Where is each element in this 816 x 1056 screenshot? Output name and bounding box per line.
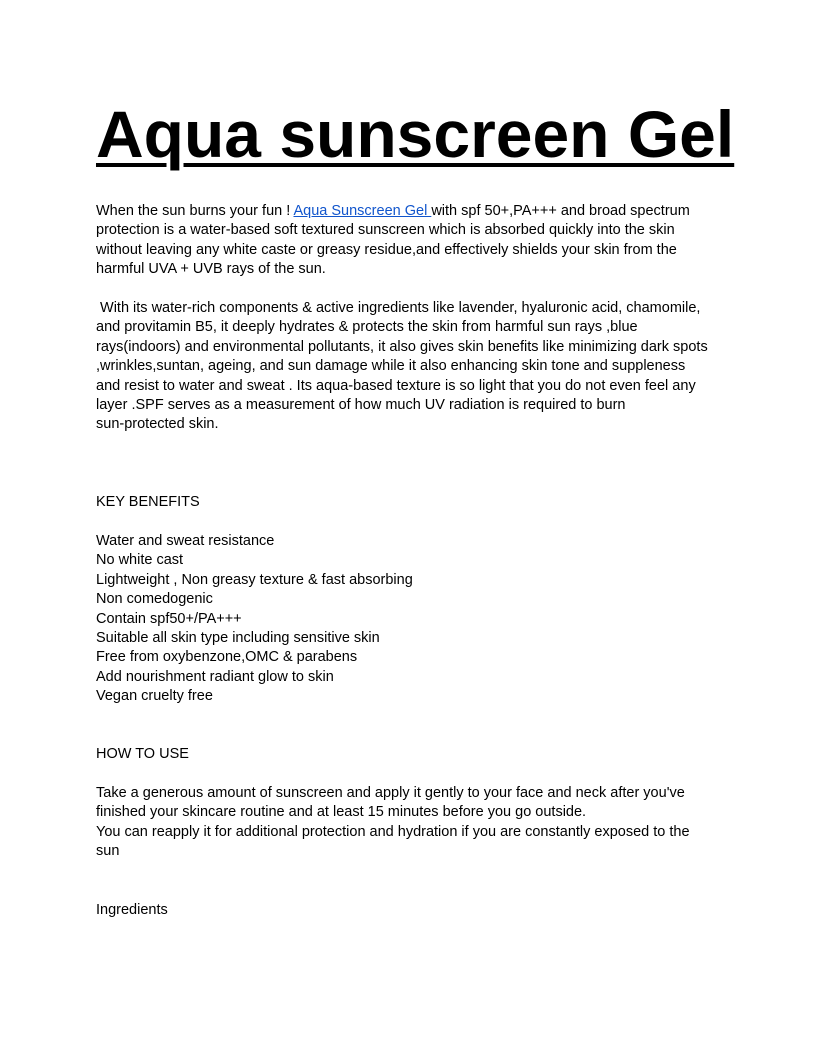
- intro-paragraph: [96, 202, 690, 280]
- intro-line-1: [96, 202, 690, 221]
- description-line: rays(indoors) and environmental pollutants, it also gives skin benefits like minimizing dark spots: [96, 338, 708, 355]
- description-line: layer .SPF serves as a measurement of how much UV radiation is required to burn: [96, 397, 626, 414]
- description-paragraph: [96, 299, 708, 435]
- description-line: and resist to water and sweat . Its aqua-based texture is so light that you do not even feel any: [96, 377, 696, 394]
- list-item: Vegan cruelty free: [96, 688, 213, 705]
- key-benefits-list: [96, 532, 413, 707]
- list-item: No white cast: [96, 552, 184, 569]
- list-item: Free from oxybenzone,OMC & parabens: [96, 649, 358, 666]
- how-to-use-heading: HOW TO USE: [96, 746, 189, 762]
- intro-line: protection is a water-based soft textured sunscreen which is absorbed quickly into the skin: [96, 222, 675, 239]
- description-line: ,wrinkles,suntan, ageing, and sun damage while it also enhancing skin tone and suppleness: [96, 358, 686, 375]
- intro-before-link: When the sun burns your fun !: [96, 203, 294, 219]
- list-item: Non comedogenic: [96, 591, 213, 608]
- page-title: Aqua sunscreen Gel: [96, 97, 735, 171]
- list-item: Water and sweat resistance: [96, 533, 275, 549]
- list-item: Suitable all skin type including sensitive skin: [96, 630, 380, 647]
- list-item: Contain spf50+/PA+++: [96, 610, 242, 627]
- ingredients-heading: Ingredients: [96, 902, 168, 918]
- description-line: With its water-rich components & active ingredients like lavender, hyaluronic acid, chamomile,: [96, 300, 701, 316]
- intro-after-link: with spf 50+,PA+++ and broad spectrum: [431, 203, 690, 219]
- how-to-use-line: finished your skincare routine and at least 15 minutes before you go outside.: [96, 804, 587, 821]
- list-item: Lightweight , Non greasy texture & fast absorbing: [96, 571, 413, 588]
- intro-line: harmful UVA + UVB rays of the sun.: [96, 261, 326, 278]
- how-to-use-line: Take a generous amount of sunscreen and apply it gently to your face and neck after you've: [96, 785, 685, 801]
- product-link[interactable]: Aqua Sunscreen Gel: [293, 203, 432, 219]
- how-to-use-line: sun: [96, 843, 120, 860]
- key-benefits-heading: KEY BENEFITS: [96, 494, 200, 510]
- description-line: and provitamin B5, it deeply hydrates & protects the skin from harmful sun rays ,blue: [96, 319, 638, 336]
- how-to-use-line: You can reapply it for additional protection and hydration if you are constantly exposed to the: [96, 823, 690, 840]
- how-to-use-paragraph: [96, 784, 690, 862]
- description-line: sun-protected skin.: [96, 416, 219, 433]
- list-item: Add nourishment radiant glow to skin: [96, 668, 334, 685]
- intro-line: without leaving any white caste or greasy residue,and effectively shields your skin from the: [96, 241, 677, 258]
